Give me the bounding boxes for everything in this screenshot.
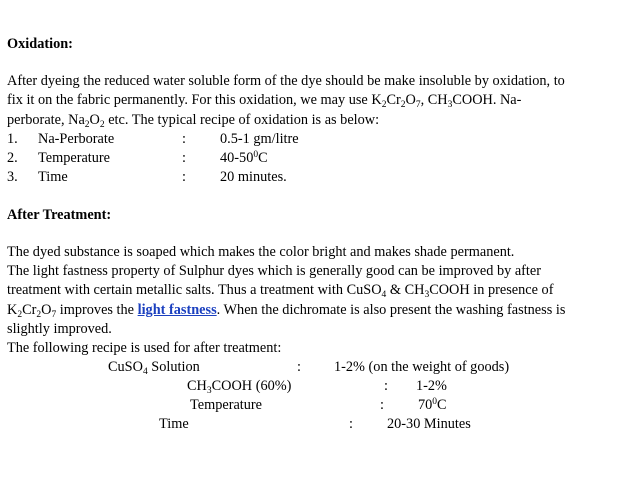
recipe-value: $70^0C$ [418, 397, 447, 413]
recipe-colon: : [297, 359, 301, 375]
item-colon: : [182, 150, 186, 166]
oxidation-paragraph-line-1: After dyeing the reduced water soluble form of the dye should be make insoluble by oxidation, to [7, 73, 565, 89]
after-paragraph-line-3: treatment with certain metallic salts. Thus a treatment with CuSO$_4$ & $CH_3COOH$ in presence of [7, 282, 554, 300]
recipe-name: Time [159, 416, 189, 432]
light-fastness-link[interactable]: light fastness [137, 302, 217, 318]
recipe-colon: : [380, 397, 384, 413]
recipe-colon: : [384, 378, 388, 394]
item-value: $40-50^0C$ [220, 150, 268, 166]
after-paragraph-line-4: $K_2Cr_2O_7$ improves the light fastness. When the dichromate is also present the washing fastness is [7, 302, 566, 320]
oxidation-paragraph-line-2: fix it on the fabric permanently. For this oxidation, we may use $K_2Cr_2O_7$, $CH_3COOH$. Na- [7, 92, 522, 110]
item-name: Time [38, 169, 68, 185]
recipe-name: Temperature [190, 397, 263, 413]
recipe-value: 1-2% [416, 378, 447, 394]
item-number: 2. [7, 150, 18, 166]
item-colon: : [182, 169, 186, 185]
recipe-name: CuSO$_4$ Solution [108, 359, 200, 377]
after-paragraph-line-2: The light fastness property of Sulphur dyes which is generally good can be improved by after [7, 263, 542, 279]
item-value: 20 minutes. [220, 169, 287, 185]
item-value: 0.5-1 gm/litre [220, 131, 299, 147]
oxidation-heading: Oxidation: [7, 36, 73, 52]
item-number: 3. [7, 169, 18, 185]
item-name: Temperature [38, 150, 111, 166]
oxidation-paragraph-line-3: perborate, $Na_2O_2$ etc. The typical recipe of oxidation is as below: [7, 112, 380, 130]
item-colon: : [182, 131, 186, 147]
recipe-colon: : [349, 416, 353, 432]
recipe-value: 20-30 Minutes [387, 416, 471, 432]
item-number: 1. [7, 131, 18, 147]
after-paragraph-line-5: slightly improved. [7, 321, 112, 337]
after-treatment-heading: After Treatment: [7, 207, 112, 223]
item-name: Na-Perborate [38, 131, 115, 147]
after-paragraph-line-1: The dyed substance is soaped which makes the color bright and makes shade permanent. [7, 244, 515, 260]
recipe-value: 1-2% (on the weight of goods) [334, 359, 510, 375]
after-paragraph-line-6: The following recipe is used for after treatment: [7, 340, 282, 356]
recipe-name: $CH_3COOH$ (60%) [187, 378, 292, 396]
